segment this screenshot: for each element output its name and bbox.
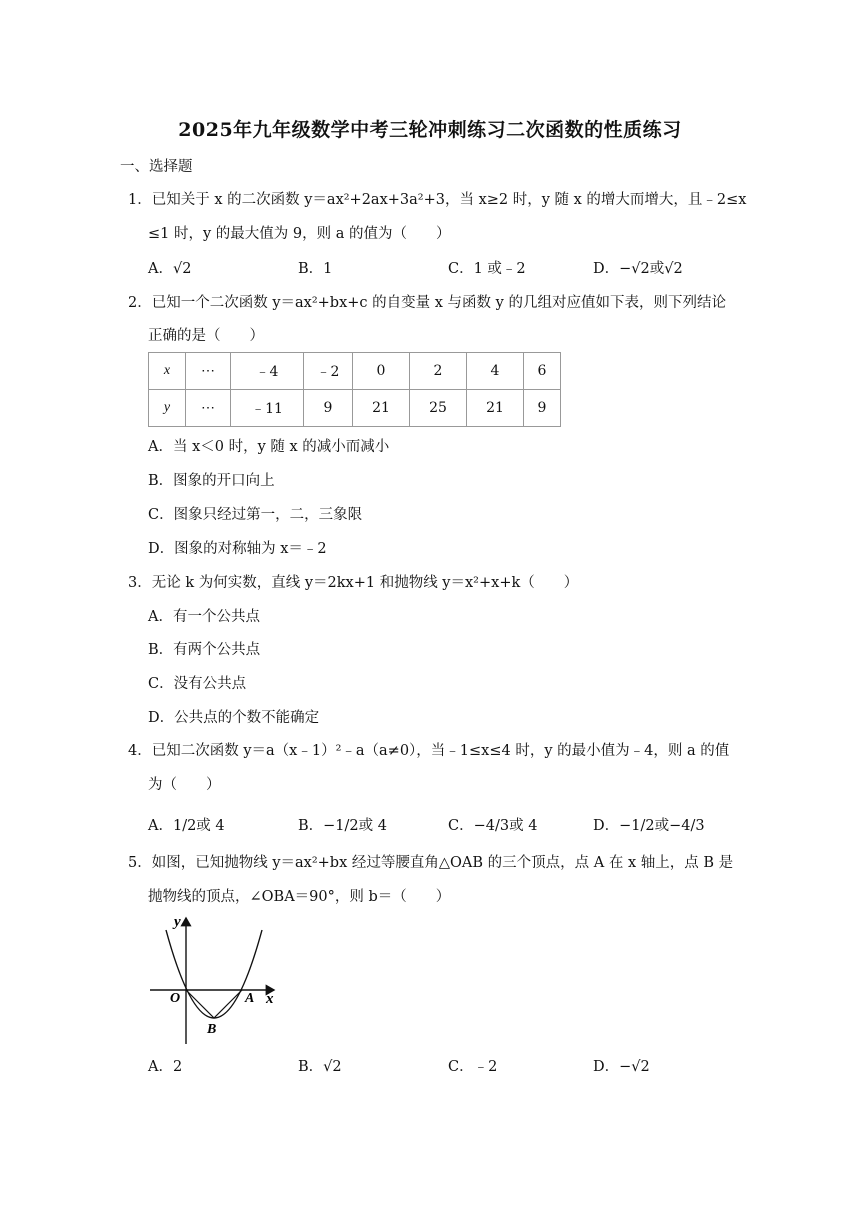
q3-option-d: D．公共点的个数不能确定 [148,710,320,726]
table-cell: ⋯ [186,353,231,390]
q2-option-b: B．图象的开口向上 [148,473,275,489]
table-cell: ﹣11 [231,390,304,427]
table-cell: 9 [524,390,561,427]
q2-option-d: D．图象的对称轴为 x＝﹣2 [148,541,327,557]
values-table [148,352,561,427]
q5-option-b: B．√2 [298,1059,342,1075]
q1-stem-line1: 1．已知关于 x 的二次函数 y＝ax²+2ax+3a²+3，当 x≥2 时，y 随 x 的增大而增大，且﹣2≤x [128,192,747,208]
point-a-label: A [245,991,255,1006]
point-b-label: B [207,1022,217,1037]
parabola-figure [148,908,288,1048]
q3-stem-line1: 3．无论 k 为何实数，直线 y＝2kx+1 和抛物线 y＝x²+x+k（ ） [128,575,579,591]
table-cell: 9 [304,390,353,427]
q1-option-a: A．√2 [148,261,192,277]
point-o-label: O [170,991,181,1006]
q3-option-a: A．有一个公共点 [148,609,260,625]
q5-stem-line2: 抛物线的顶点，∠OBA＝90°，则 b＝（ ） [148,889,451,905]
q4-stem-line1: 4．已知二次函数 y＝a（x﹣1）²﹣a（a≠0），当﹣1≤x≤4 时，y 的最小值为﹣4，则 a 的值 [128,743,730,759]
q1-stem-line2: ≤1 时，y 的最大值为 9，则 a 的值为（ ） [148,226,451,242]
q4-option-c: C．−4/3或 4 [448,818,538,834]
q2-option-c: C．图象只经过第一，二，三象限 [148,507,363,523]
table-cell: ﹣4 [231,353,304,390]
table-cell: 21 [467,390,524,427]
q3-option-b: B．有两个公共点 [148,642,261,658]
table-cell: 2 [410,353,467,390]
x-axis-label: x [266,991,274,1007]
table-cell: 25 [410,390,467,427]
q3-option-c: C．没有公共点 [148,676,247,692]
section-heading: 一、选择题 [120,159,193,175]
q5-option-a: A．2 [148,1059,183,1075]
q2-stem-line1: 2．已知一个二次函数 y＝ax²+bx+c 的自变量 x 与函数 y 的几组对应值如下表，则下列结论 [128,295,726,311]
table-cell: 4 [467,353,524,390]
y-axis-label: y [174,914,181,930]
q5-option-d: D．−√2 [593,1059,650,1075]
segment-ba [214,990,242,1018]
q5-option-c: C．﹣2 [448,1059,498,1075]
q2-stem-line2: 正确的是（ ） [148,328,264,344]
table-cell: ⋯ [186,390,231,427]
q1-option-b: B．1 [298,261,333,277]
table-row-x [149,353,561,390]
q4-stem-line2: 为（ ） [148,777,221,793]
segment-ob [186,990,214,1018]
q4-option-b: B．−1/2或 4 [298,818,387,834]
table-cell: 6 [524,353,561,390]
table-cell: 21 [353,390,410,427]
q1-option-d: D．−√2或√2 [593,261,683,277]
q2-option-a: A．当 x＜0 时，y 随 x 的减小而减小 [148,439,390,455]
q4-option-a: A．1/2或 4 [148,818,225,834]
table-header-x: x [149,353,186,390]
q5-stem-line1: 5．如图，已知抛物线 y＝ax²+bx 经过等腰直角△OAB 的三个顶点，点 A 在 x 轴上，点 B 是 [128,855,734,871]
q1-option-c: C．1 或﹣2 [448,261,526,277]
table-cell: ﹣2 [304,353,353,390]
page-title: 2025年九年级数学中考三轮冲刺练习二次函数的性质练习 [178,119,682,141]
q4-option-d: D．−1/2或−4/3 [593,818,705,834]
table-header-y: y [149,390,186,427]
table-cell: 0 [353,353,410,390]
table-row-y [149,390,561,427]
